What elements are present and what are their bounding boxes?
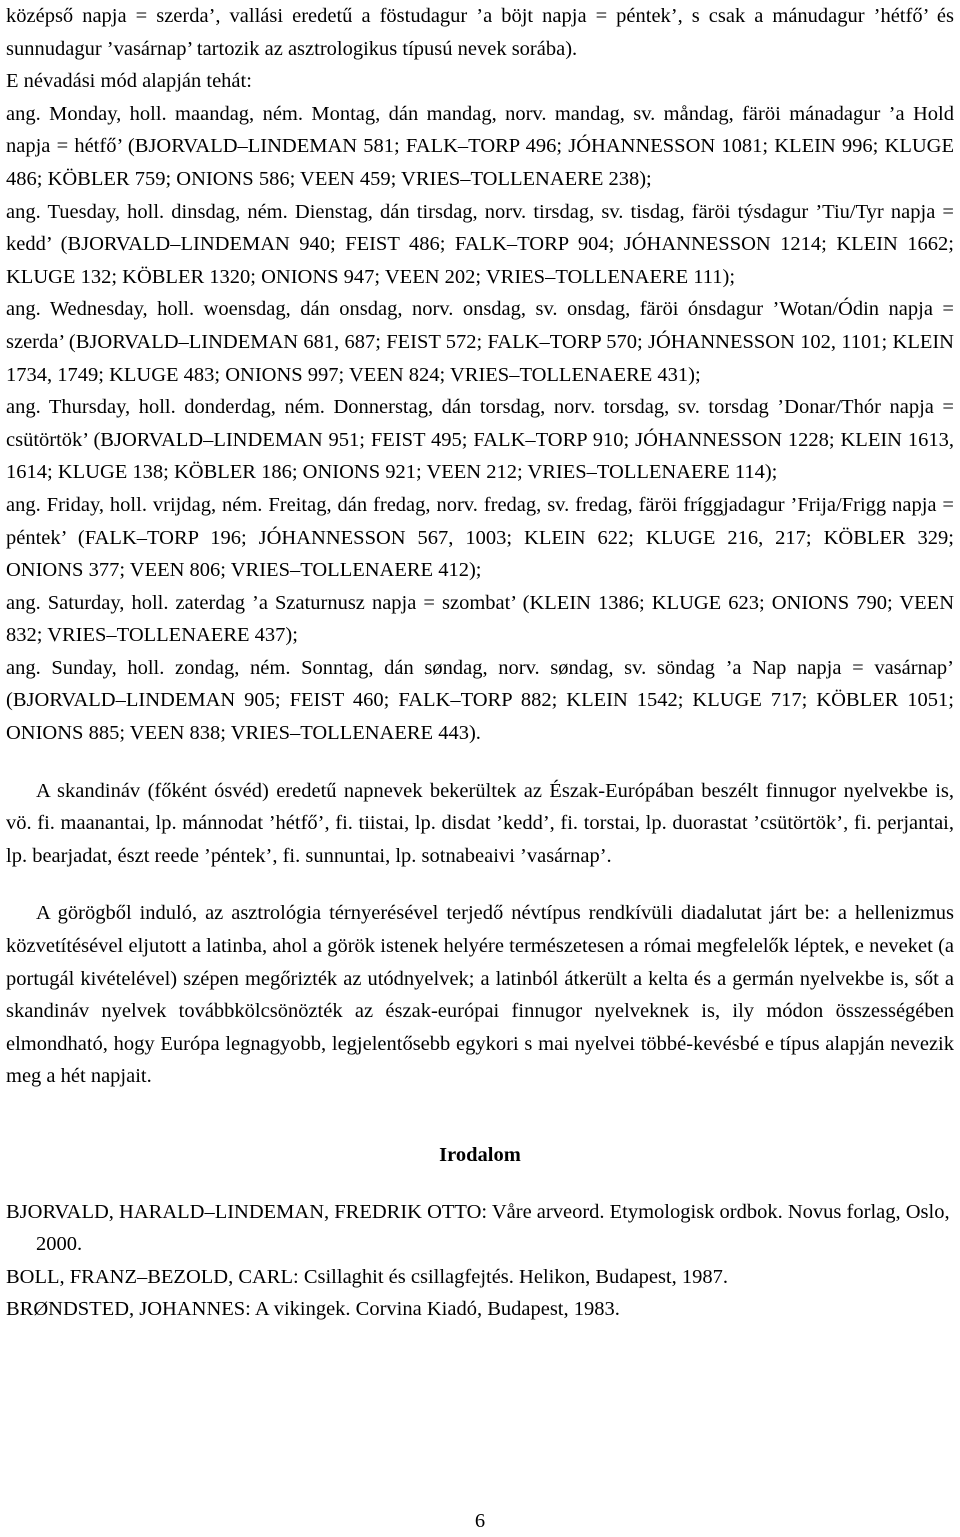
bibliography-heading: Irodalom bbox=[439, 1144, 521, 1166]
entry-saturday: ang. Saturday, holl. zaterdag ’a Szaturnusz napja = szombat’ (KLEIN 1386; KLUGE 623; ONIONS 790; VEEN 832; VRIES–TOLLENAERE 437); bbox=[6, 591, 954, 647]
page-number: 6 bbox=[474, 1510, 486, 1532]
ref-work: A vikingek. Corvina Kiadó, Budapest, 1983. bbox=[254, 1298, 620, 1321]
bibliography-item bbox=[6, 1293, 954, 1326]
ref-author: BOLL, FRANZ–BEZOLD, CARL: bbox=[6, 1265, 299, 1288]
ref-author: BJORVALD, HARALD–LINDEMAN, FREDRIK OTTO: bbox=[6, 1200, 488, 1223]
bibliography-item bbox=[6, 1196, 954, 1261]
day-name-list bbox=[6, 98, 954, 750]
entry-wednesday: ang. Wednesday, holl. woensdag, dán onsdag, norv. onsdag, sv. onsdag, färöi ónsdagur ’Wotan/Ódin napja = szerda’ (BJORVALD–LINDEMAN 681, 687; FEIST 572; FALK–TORP 570; JÓHANNESSON 102, 1101; KLEIN 1734, 1749; KLUGE 483; ONIONS 997; VEEN 824; VRIES–TOLLENAERE 431); bbox=[6, 298, 954, 386]
intro-lead: E névadási mód alapján tehát: bbox=[6, 70, 252, 93]
entry-friday: ang. Friday, holl. vrijdag, ném. Freitag, dán fredag, norv. fredag, sv. fredag, färöi fríggjadagur ’Frija/Frigg napja = péntek’ (FALK–TORP 196; JÓHANNESSON 567, 1003; KLEIN 622; KLUGE 216, 217; KÖBLER 329; ONIONS 377; VEEN 806; VRIES–TOLLENAERE 412); bbox=[6, 493, 954, 582]
scandinavian-paragraph: A skandináv (főként ósvéd) eredetű napnevek bekerültek az Észak-Európában beszélt finnugor nyelvekbe is, vö. fi. maanantai, lp. mánnodat ’hétfő’, fi. tiistai, lp. disdat ’kedd’, fi. torstai, lp. duorastat ’csütörtök’, fi. perjantai, lp. bearjadat, észt reede ’péntek’, fi. sunnuntai, lp. sotnabeaivi ’vasárnap’. bbox=[6, 779, 954, 867]
entry-monday: ang. Monday, holl. maandag, ném. Montag, dán mandag, norv. mandag, sv. måndag, färöi mánadagur ’a Hold napja = hétfő’ (BJORVALD–LINDEMAN 581; FALK–TORP 496; JÓHANNESSON 1081; KLEIN 996; KLUGE 486; KÖBLER 759; ONIONS 586; VEEN 459; VRIES–TOLLENAERE 238); bbox=[6, 102, 954, 190]
greek-paragraph: A görögből induló, az asztrológia térnyerésével terjedő névtípus rendkívüli diadalutat járt be: a hellenizmus közvetítésével eljutott a latinba, ahol a görök istenek helyére természetesen a római megfelelők léptek, e neveket (a portugál kivételével) szépen megőrizték az utódnyelvek; a latinból átkerült a kelta és a germán nyelvekbe is, sőt a skandináv nyelvek továbbkölcsönözték az észak-európai finnugor nyelveknek is, ily módon összességében elmondható, hogy Európa legnagyobb, legjelentősebb egykori s mai nyelvei többé-kevésbé e típus alapján nevezik meg a hét napjait. bbox=[6, 902, 954, 1088]
intro-paragraph: középső napja = szerda’, vallási eredetű a föstudagur ’a böjt napja = péntek’, s csak a mánudagur ’hétfő’ és sunnudagur ’vasárnap’ tartozik az asztrologikus típusú nevek sorába). bbox=[6, 5, 954, 60]
ref-author: BRØNDSTED, JOHANNES: bbox=[6, 1298, 251, 1321]
bibliography-item bbox=[6, 1261, 954, 1294]
entry-thursday: ang. Thursday, holl. donderdag, ném. Donnerstag, dán torsdag, norv. torsdag, sv. torsdag ’Donar/Thór napja = csütörtök’ (BJORVALD–LINDEMAN 951; FEIST 495; FALK–TORP 910; JÓHANNESSON 1228; KLEIN 1613, 1614; KLUGE 138; KÖBLER 186; ONIONS 921; VEEN 212; VRIES–TOLLENAERE 114); bbox=[6, 396, 954, 484]
ref-work: Csillaghit és csillagfejtés. Helikon, Budapest, 1987. bbox=[303, 1265, 729, 1288]
entry-sunday: ang. Sunday, holl. zondag, ném. Sonntag, dán søndag, norv. søndag, sv. söndag ’a Nap napja = vasárnap’ (BJORVALD–LINDEMAN 905; FEIST 460; FALK–TORP 882; KLEIN 1542; KLUGE 717; KÖBLER 1051; ONIONS 885; VEEN 838; VRIES–TOLLENAERE 443). bbox=[6, 656, 954, 745]
ref-work: Våre arveord. Etymologisk ordbok. Novus forlag, Oslo, 2000. bbox=[36, 1200, 950, 1256]
entry-tuesday: ang. Tuesday, holl. dinsdag, ném. Dienstag, dán tirsdag, norv. tirsdag, sv. tisdag, färöi týsdagur ’Tiu/Tyr napja = kedd’ (BJORVALD–LINDEMAN 940; FEIST 486; FALK–TORP 904; JÓHANNESSON 1214; KLEIN 1662; KLUGE 132; KÖBLER 1320; ONIONS 947; VEEN 202; VRIES–TOLLENAERE 111); bbox=[6, 200, 954, 288]
document-page bbox=[6, 0, 954, 1326]
bibliography-list bbox=[6, 1196, 954, 1326]
